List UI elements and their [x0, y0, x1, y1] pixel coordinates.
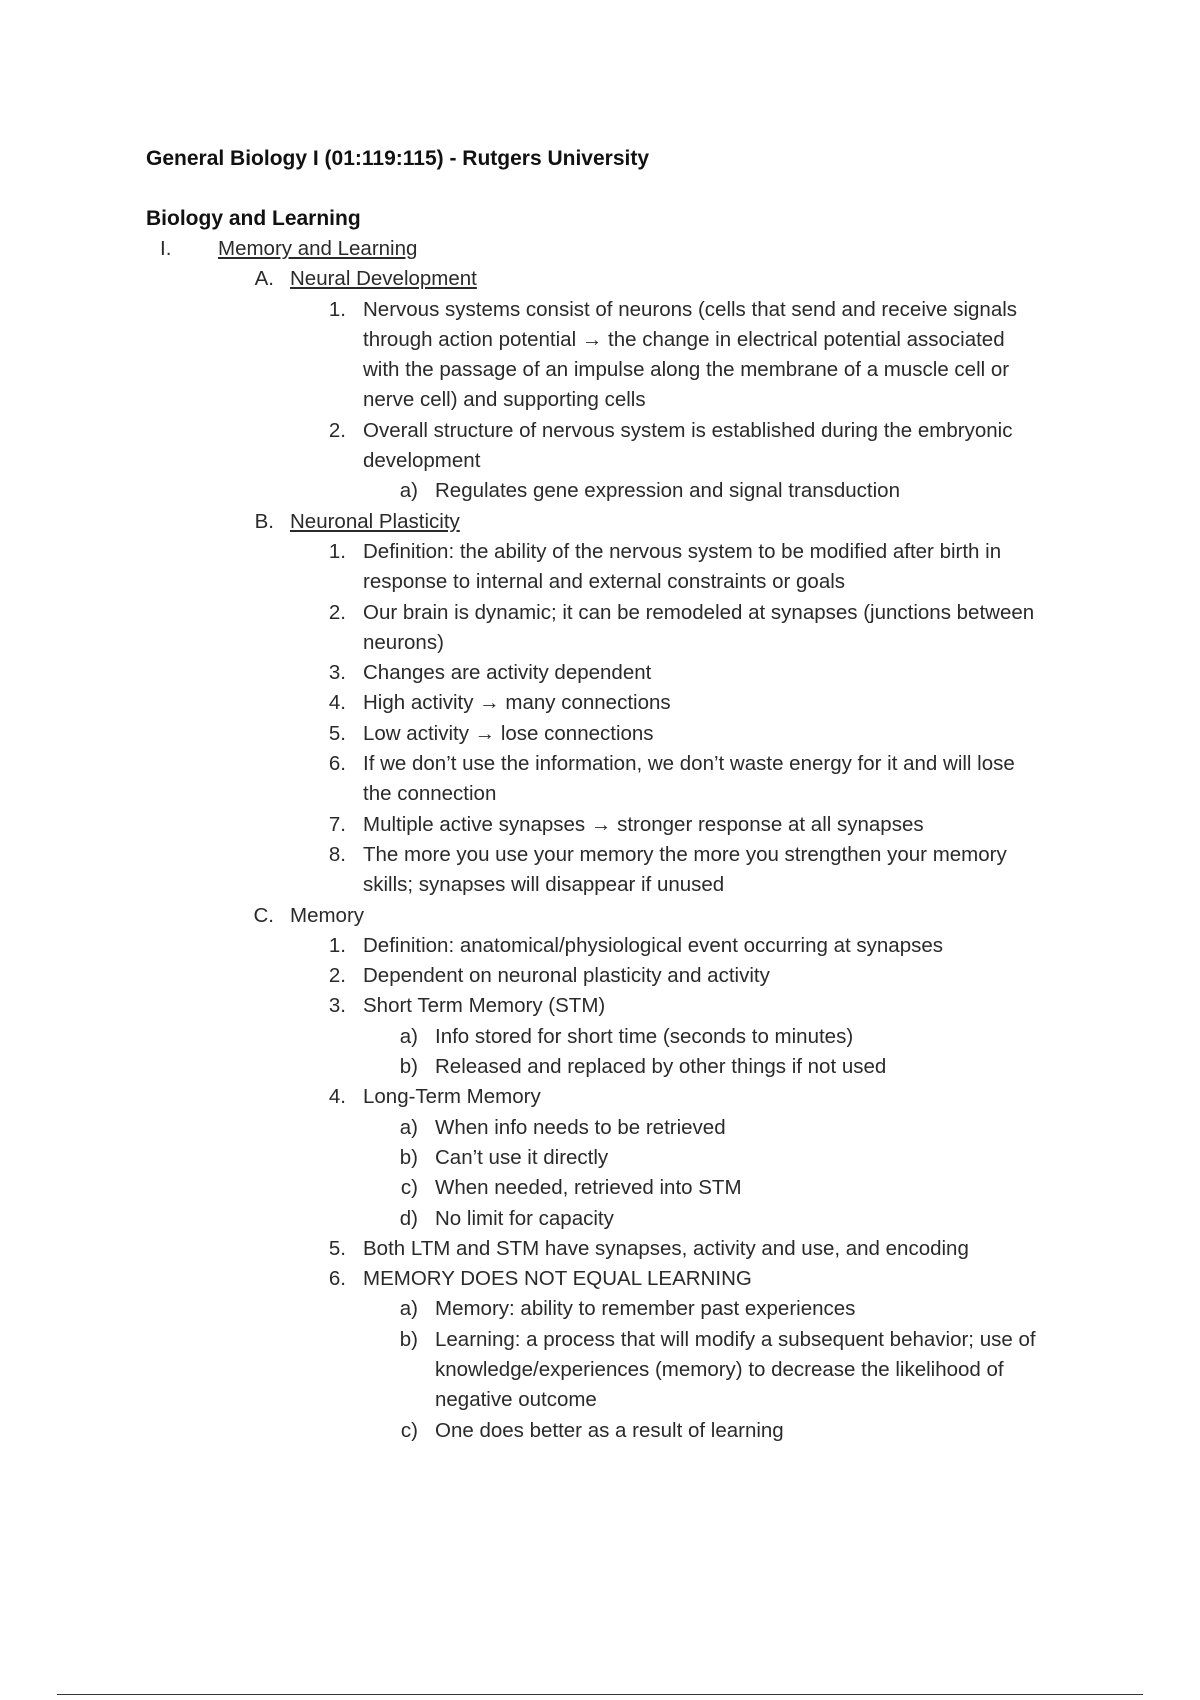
list-item-continuation [0, 870, 1200, 900]
list-item-text: neurons) [363, 630, 444, 654]
list-marker: I. [160, 237, 172, 260]
list-marker: 4. [328, 691, 346, 715]
list-item-text: When info needs to be retrieved [435, 1115, 726, 1139]
list-item [0, 416, 1200, 446]
list-marker: c) [400, 1418, 418, 1442]
list-item [0, 688, 1200, 718]
sub-list-item-continuation [0, 1355, 1200, 1385]
heading-neuronal-plasticity: Neuronal Plasticity [290, 509, 460, 533]
list-item-text: Memory: ability to remember past experiences [435, 1297, 856, 1321]
course-title: General Biology I (01:119:115) - Rutgers University [146, 147, 650, 170]
list-marker: d) [399, 1206, 418, 1230]
list-item-text: Overall structure of nervous system is established during the embryonic [363, 418, 1013, 442]
list-marker: 2. [328, 418, 346, 442]
list-item-text: Low activity → lose connections [363, 721, 654, 745]
sub-list-item-continuation [0, 1385, 1200, 1415]
list-marker: 8. [328, 842, 346, 866]
outline-item-B [0, 507, 1200, 537]
list-marker: 4. [328, 1085, 346, 1109]
list-item [0, 537, 1200, 567]
list-item [0, 810, 1200, 840]
sub-list-item [0, 1173, 1200, 1203]
list-marker: B. [254, 509, 274, 533]
sub-list-item [0, 1294, 1200, 1324]
list-item-text: Both LTM and STM have synapses, activity and use, and encoding [363, 1236, 969, 1260]
list-item-text: the connection [363, 782, 497, 806]
heading-memory-and-learning: Memory and Learning [218, 237, 418, 260]
list-item [0, 961, 1200, 991]
list-item [0, 1264, 1200, 1294]
list-item-continuation [0, 567, 1200, 597]
list-item-continuation [0, 628, 1200, 658]
list-item [0, 991, 1200, 1021]
list-item-text: Our brain is dynamic; it can be remodeled at synapses (junctions between [363, 600, 1035, 624]
list-marker: A. [254, 267, 274, 291]
list-marker: a) [399, 1115, 418, 1139]
section-title: Biology and Learning [146, 207, 361, 230]
heading-memory: Memory [290, 903, 365, 927]
list-item-text: knowledge/experiences (memory) to decrease the likelihood of [435, 1357, 1004, 1381]
list-item-text: When needed, retrieved into STM [435, 1176, 742, 1200]
list-item-text: Nervous systems consist of neurons (cells that send and receive signals [363, 297, 1018, 321]
outline-item-C [0, 901, 1200, 931]
list-marker: c) [400, 1176, 418, 1200]
list-item-text: development [363, 449, 481, 473]
list-marker: 1. [328, 297, 346, 321]
list-item [0, 931, 1200, 961]
list-item [0, 1082, 1200, 1112]
list-item [0, 658, 1200, 688]
page-bottom-rule [57, 1694, 1143, 1695]
list-marker: a) [399, 1297, 418, 1321]
list-marker: a) [399, 1024, 418, 1048]
sub-list-item [0, 1416, 1200, 1446]
list-item-text: skills; synapses will disappear if unused [363, 873, 725, 897]
list-item-text: through action potential → the change in electrical potential associated [363, 327, 1005, 351]
list-marker: 6. [328, 1267, 346, 1291]
list-item-text: Short Term Memory (STM) [363, 994, 606, 1018]
list-item-continuation [0, 779, 1200, 809]
list-item-text: nerve cell) and supporting cells [363, 388, 646, 412]
list-item-text: Dependent on neuronal plasticity and activity [363, 964, 770, 988]
list-marker: 5. [328, 1236, 346, 1260]
outline-item-I [0, 234, 1200, 264]
list-marker: 3. [328, 994, 346, 1018]
list-marker: 1. [328, 933, 346, 957]
list-item-text: Definition: anatomical/physiological event occurring at synapses [363, 933, 944, 957]
list-item-text: Multiple active synapses → stronger response at all synapses [363, 812, 924, 836]
sub-list-item [0, 1204, 1200, 1234]
list-marker: 2. [328, 600, 346, 624]
list-item-continuation [0, 446, 1200, 476]
list-item-continuation [0, 325, 1200, 355]
list-marker: b) [399, 1327, 418, 1351]
list-item [0, 840, 1200, 870]
list-item-continuation [0, 355, 1200, 385]
list-item-text: One does better as a result of learning [435, 1418, 784, 1442]
list-item [0, 749, 1200, 779]
list-item-text: Long-Term Memory [363, 1085, 541, 1109]
list-marker: C. [253, 903, 274, 927]
list-marker: 7. [328, 812, 346, 836]
list-item-text: Can’t use it directly [435, 1145, 609, 1169]
sub-list-item [0, 476, 1200, 506]
list-marker: 5. [328, 721, 346, 745]
list-item-text: MEMORY DOES NOT EQUAL LEARNING [363, 1267, 752, 1291]
list-item [0, 295, 1200, 325]
list-marker: b) [399, 1145, 418, 1169]
outline-list [0, 234, 1200, 1446]
sub-list-item [0, 1113, 1200, 1143]
list-item-text: Learning: a process that will modify a subsequent behavior; use of [435, 1327, 1036, 1351]
list-item-text: High activity → many connections [363, 691, 671, 715]
sub-list-item [0, 1143, 1200, 1173]
list-item-text: Released and replaced by other things if not used [435, 1055, 887, 1079]
list-item-text: The more you use your memory the more you strengthen your memory [363, 842, 1007, 866]
list-marker: b) [399, 1055, 418, 1079]
list-item-text: If we don’t use the information, we don’t waste energy for it and will lose [363, 752, 1015, 776]
list-item-text: No limit for capacity [435, 1206, 614, 1230]
sub-list-item [0, 1325, 1200, 1355]
list-item-text: Regulates gene expression and signal transduction [435, 479, 900, 503]
list-item-continuation [0, 385, 1200, 415]
list-marker: 3. [328, 661, 346, 685]
list-item-text: Changes are activity dependent [363, 661, 652, 685]
list-marker: 1. [328, 539, 346, 563]
list-item-text: Definition: the ability of the nervous system to be modified after birth in [363, 539, 1002, 563]
list-item [0, 719, 1200, 749]
heading-neural-development: Neural Development [290, 267, 477, 291]
list-item-text: negative outcome [435, 1388, 597, 1412]
list-item-text: response to internal and external constraints or goals [363, 570, 846, 594]
list-item [0, 598, 1200, 628]
list-item [0, 1234, 1200, 1264]
list-marker: a) [399, 479, 418, 503]
list-item-text: Info stored for short time (seconds to minutes) [435, 1024, 854, 1048]
list-marker: 2. [328, 964, 346, 988]
sub-list-item [0, 1052, 1200, 1082]
outline-item-A [0, 264, 1200, 294]
sub-list-item [0, 1022, 1200, 1052]
list-item-text: with the passage of an impulse along the membrane of a muscle cell or [363, 358, 1010, 382]
list-marker: 6. [328, 752, 346, 776]
